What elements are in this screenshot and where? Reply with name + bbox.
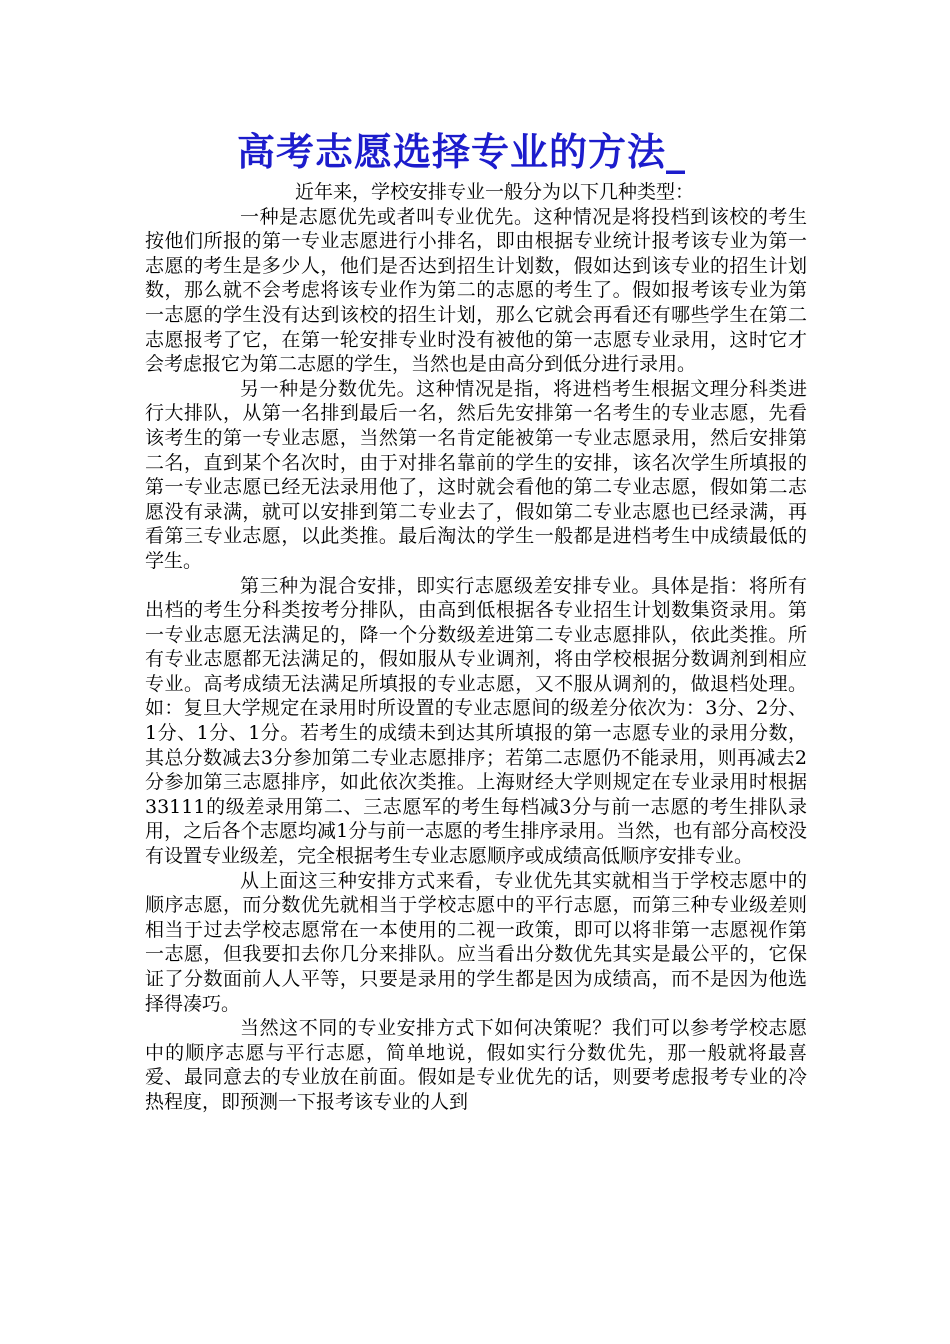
paragraph-mixed-arrangement: 第三种为混合安排，即实行志愿级差安排专业。具体是指：将所有出档的考生分科类按考分排队，由高到低根据各专业招生计划数集资录用。第一专业志愿无法满足的，降一个分数级差进第二专业志愿排队，依此类推。所有专业志愿都无法满足的，假如服从专业调剂，将由学校根据分数调剂到相应专业。高考成绩无法满足所填报的专业志愿，又不服从调剂的，做退档处理。如：复旦大学规定在录用时所设置的专业志愿间的级差分依次为：3分、2分、1分、1分、1分。若考生的成绩未到达其所填报的第一志愿专业的录用分数，其总分数减去3分参加第二专业志愿排序；若第二志愿仍不能录用，则再减去2分参加第三志愿排序，如此依次类推。上海财经大学则规定在专业录用时根据33111的级差录用第二、三志愿军的考生每档减3分与前一志愿的考生排队录用，之后各个志愿均减1分与前一志愿的考生排序录用。当然，也有部分高校没有设置专业级差，完全根据考生专业志愿顺序或成绩高低顺序安排专业。 <box>145 574 807 868</box>
document-page <box>145 128 807 1115</box>
paragraph-major-priority: 一种是志愿优先或者叫专业优先。这种情况是将投档到该校的考生按他们所报的第一专业志愿进行小排名，即由根据专业统计报考该专业为第一志愿的考生是多少人，他们是否达到招生计划数，假如达到该专业的招生计划数，那么就不会考虑将该专业作为第二的志愿的考生了。假如报考该专业为第一志愿的学生没有达到该校的招生计划，那么它就会再看还有哪些学生在第二志愿报考了它，在第一轮安排专业时没有被他的第一志愿专业录用，这时它才会考虑报它为第二志愿的学生，当然也是由高分到低分进行录用。 <box>145 205 807 376</box>
paragraph-comparison: 从上面这三种安排方式来看，专业优先其实就相当于学校志愿中的顺序志愿，而分数优先就相当于学校志愿中的平行志愿，而第三种专业级差则相当于过去学校志愿常在一本使用的二视一政策，即可以将非第一志愿视作第一志愿，但我要扣去你几分来排队。应当看出分数优先其实是最公平的，它保证了分数面前人人平等，只要是录用的学生都是因为成绩高，而不是因为他选择得凑巧。 <box>145 869 807 1015</box>
document-title: 高考志愿选择专业的方法_ <box>237 130 687 174</box>
paragraph-score-priority: 另一种是分数优先。这种情况是指，将进档考生根据文理分科类进行大排队，从第一名排到最后一名，然后先安排第一名考生的专业志愿，先看该考生的第一专业志愿，当然第一名肯定能被第一专业志愿录用，然后安排第二名，直到某个名次时，由于对排名靠前的学生的安排，该名次学生所填报的第一专业志愿已经无法录用他了，这时就会看他的第二专业志愿，假如第二志愿没有录满，就可以安排到第二专业去了，假如第二专业志愿也已经录满，再看第三专业志愿，以此类推。最后淘汰的学生一般都是进档考生中成绩最低的学生。 <box>145 377 807 572</box>
paragraph-decision: 当然这不同的专业安排方式下如何决策呢？我们可以参考学校志愿中的顺序志愿与平行志愿，简单地说，假如实行分数优先，那一般就将最喜爱、最同意去的专业放在前面。假如是专业优先的话，则要考虑报考专业的冷热程度，即预测一下报考该专业的人到 <box>145 1017 807 1113</box>
paragraph-intro: 近年来，学校安排专业一般分为以下几种类型： <box>295 181 695 203</box>
